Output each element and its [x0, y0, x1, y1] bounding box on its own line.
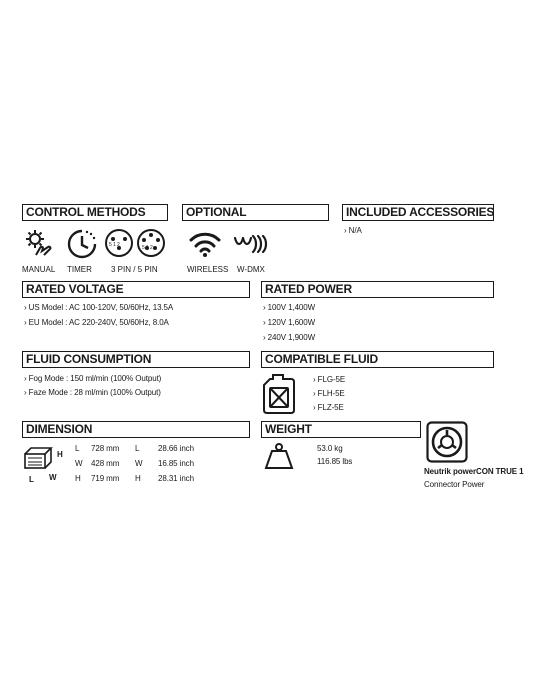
rated-voltage-header: RATED VOLTAGE — [22, 281, 250, 298]
weight-kg: 53.0 kg — [317, 444, 343, 453]
fluid-flz: › FLZ-5E — [313, 403, 344, 412]
fluid-canister-icon — [262, 373, 296, 415]
wireless-label: WIRELESS — [187, 265, 229, 274]
powercon-connector-icon — [426, 421, 468, 463]
wdmx-label: W-DMX — [237, 265, 265, 274]
dim-row-l-key: L — [75, 444, 80, 453]
xlr-3pin-numbers: 5 1 2 — [109, 242, 120, 248]
dimension-l-marker: L — [29, 475, 34, 484]
dimension-header: DIMENSION — [22, 421, 250, 438]
rated-power-header: RATED POWER — [261, 281, 494, 298]
dim-row-h-inch: 28.31 inch — [158, 474, 194, 483]
pin-label: 3 PIN / 5 PIN — [111, 265, 158, 274]
accessories-item: › N/A — [344, 226, 362, 235]
dim-row-l-inch: 28.66 inch — [158, 444, 194, 453]
dim-row-h-key2: H — [135, 474, 141, 483]
dimension-box-icon — [22, 444, 56, 474]
xlr-5pin-icon — [136, 228, 166, 258]
connector-title: Neutrik powerCON TRUE 1 — [424, 467, 524, 476]
timer-label: TIMER — [67, 265, 92, 274]
weight-icon — [264, 442, 294, 470]
weight-lbs: 116.85 lbs — [317, 457, 353, 466]
dimension-h-marker: H — [57, 450, 63, 459]
fluid-flh: › FLH-5E — [313, 389, 345, 398]
xlr-5pin-numbers: 5 1 2 — [142, 245, 153, 251]
dim-row-h-mm: 719 mm — [91, 474, 120, 483]
dimension-w-marker: W — [49, 473, 57, 482]
control-methods-header: CONTROL METHODS — [22, 204, 168, 221]
fog-mode: › Fog Mode : 150 ml/min (100% Output) — [24, 374, 162, 383]
connector-subtitle: Connector Power — [424, 480, 485, 489]
dim-row-w-key2: W — [135, 459, 143, 468]
included-accessories-header: INCLUDED ACCESSORIES — [342, 204, 494, 221]
dim-row-l-mm: 728 mm — [91, 444, 120, 453]
fluid-consumption-header: FLUID CONSUMPTION — [22, 351, 250, 368]
power-240v: › 240V 1,900W — [263, 333, 316, 342]
dim-row-l-key2: L — [135, 444, 140, 453]
dim-row-w-mm: 428 mm — [91, 459, 120, 468]
dim-row-w-key: W — [75, 459, 83, 468]
wdmx-icon — [233, 232, 269, 256]
dim-row-h-key: H — [75, 474, 81, 483]
faze-mode: › Faze Mode : 28 ml/min (100% Output) — [24, 388, 161, 397]
optional-header: OPTIONAL — [182, 204, 329, 221]
compatible-fluid-header: COMPATIBLE FLUID — [261, 351, 494, 368]
weight-header: WEIGHT — [261, 421, 421, 438]
manual-label: MANUAL — [22, 265, 56, 274]
timer-icon — [66, 228, 98, 260]
power-120v: › 120V 1,600W — [263, 318, 316, 327]
wireless-icon — [188, 230, 222, 258]
dim-row-w-inch: 16.85 inch — [158, 459, 194, 468]
voltage-us: › US Model : AC 100-120V, 50/60Hz, 13.5A — [24, 303, 174, 312]
gear-hand-icon — [22, 227, 56, 261]
power-100v: › 100V 1,400W — [263, 303, 316, 312]
voltage-eu: › EU Model : AC 220-240V, 50/60Hz, 8.0A — [24, 318, 169, 327]
fluid-flg: › FLG-5E — [313, 375, 346, 384]
